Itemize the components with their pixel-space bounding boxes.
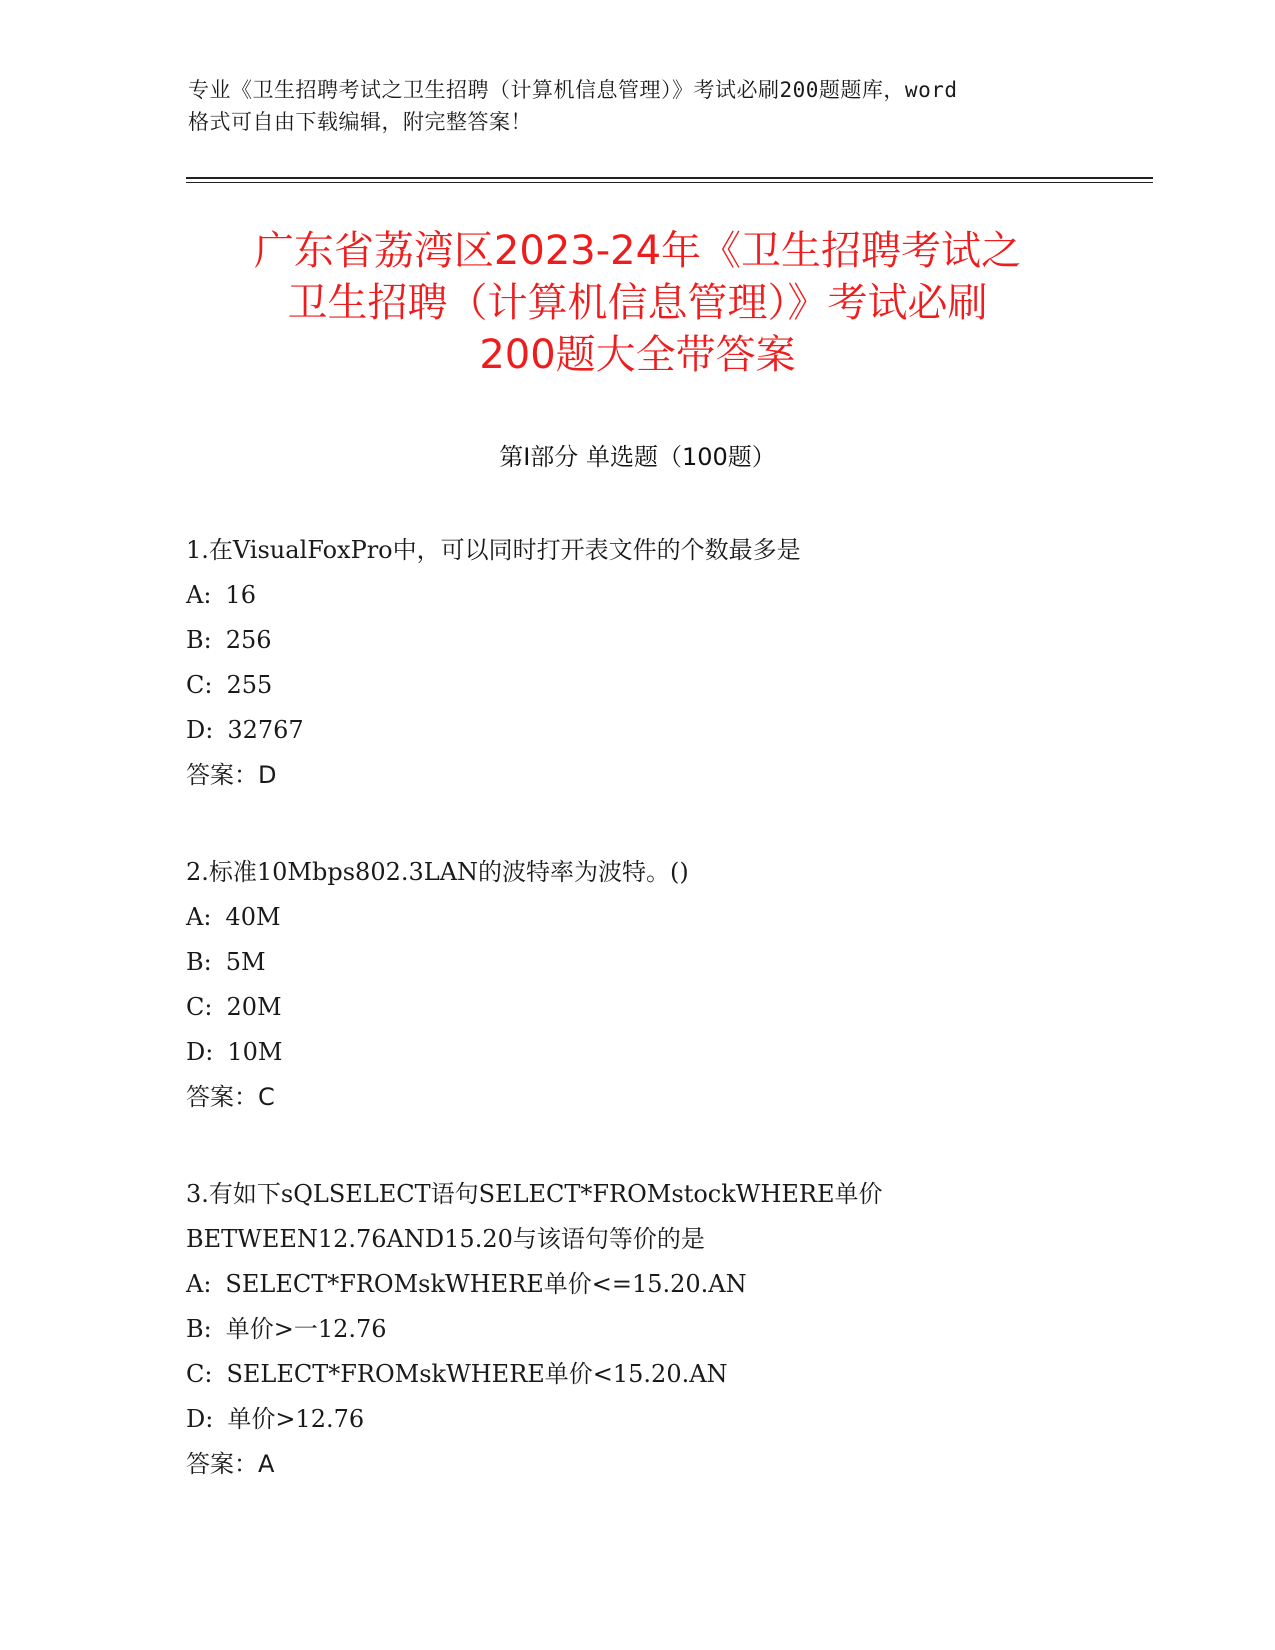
option-b [186, 1307, 1146, 1352]
option-c [186, 663, 1146, 708]
option-letter: B: [186, 948, 212, 976]
option-letter: D: [186, 1405, 214, 1433]
question-item [186, 528, 1146, 798]
question-item [186, 850, 1146, 1120]
option-text: SELECT*FROMskWHERE单价<15.20.AN [226, 1360, 728, 1388]
option-letter: A: [186, 581, 212, 609]
option-b [186, 940, 1146, 985]
option-letter: A: [186, 903, 212, 931]
option-text: 5M [225, 948, 266, 976]
option-a [186, 1262, 1146, 1307]
question-list [186, 528, 1146, 1539]
title-line: 卫生招聘（计算机信息管理）》考试必刷 [287, 280, 988, 326]
title-line: 200题大全带答案 [479, 332, 796, 378]
answer-line: 答案：A [186, 1450, 275, 1478]
option-text: 40M [225, 903, 281, 931]
header-note-line: 格式可自由下载编辑，附完整答案！ [188, 110, 532, 134]
option-text: 单价>一12.76 [225, 1315, 387, 1343]
option-d [186, 1030, 1146, 1075]
title-line: 广东省荔湾区2023-24年《卫生招聘考试之 [253, 228, 1022, 274]
question-item [186, 1172, 1146, 1487]
question-stem: 3.有如下sQLSELECT语句SELECT*FROMstockWHERE单价 [186, 1180, 883, 1208]
option-text: 单价>12.76 [227, 1405, 365, 1433]
option-text: SELECT*FROMskWHERE单价<=15.20.AN [225, 1270, 747, 1298]
header-divider [186, 177, 1153, 179]
option-c [186, 985, 1146, 1030]
option-text: 10M [227, 1038, 283, 1066]
option-letter: D: [186, 1038, 214, 1066]
header-note-line: 专业《卫生招聘考试之卫生招聘（计算机信息管理）》考试必刷200题题库，word [188, 78, 958, 102]
answer-line: 答案：D [186, 761, 277, 789]
option-c [186, 1352, 1146, 1397]
question-stem: 1.在VisualFoxPro中，可以同时打开表文件的个数最多是 [186, 536, 801, 564]
option-letter: C: [186, 671, 213, 699]
option-text: 255 [226, 671, 273, 699]
option-letter: C: [186, 993, 213, 1021]
option-text: 16 [225, 581, 256, 609]
option-letter: B: [186, 626, 212, 654]
option-d [186, 1397, 1146, 1442]
option-text: 256 [225, 626, 272, 654]
option-a [186, 895, 1146, 940]
option-letter: B: [186, 1315, 212, 1343]
option-b [186, 618, 1146, 663]
header-note [188, 74, 1088, 138]
document-title [150, 225, 1125, 381]
answer-line: 答案：C [186, 1083, 275, 1111]
option-d [186, 708, 1146, 753]
option-letter: D: [186, 716, 214, 744]
option-letter: C: [186, 1360, 213, 1388]
option-text: 32767 [227, 716, 304, 744]
option-a [186, 573, 1146, 618]
header-divider-thin [186, 182, 1153, 183]
question-stem: 2.标准10Mbps802.3LAN的波特率为波特。() [186, 858, 689, 886]
option-text: 20M [226, 993, 282, 1021]
section-heading: 第Ⅰ部分 单选题（100题） [499, 443, 776, 471]
question-stem-continued: BETWEEN12.76AND15.20与该语句等价的是 [186, 1225, 705, 1253]
option-letter: A: [186, 1270, 212, 1298]
